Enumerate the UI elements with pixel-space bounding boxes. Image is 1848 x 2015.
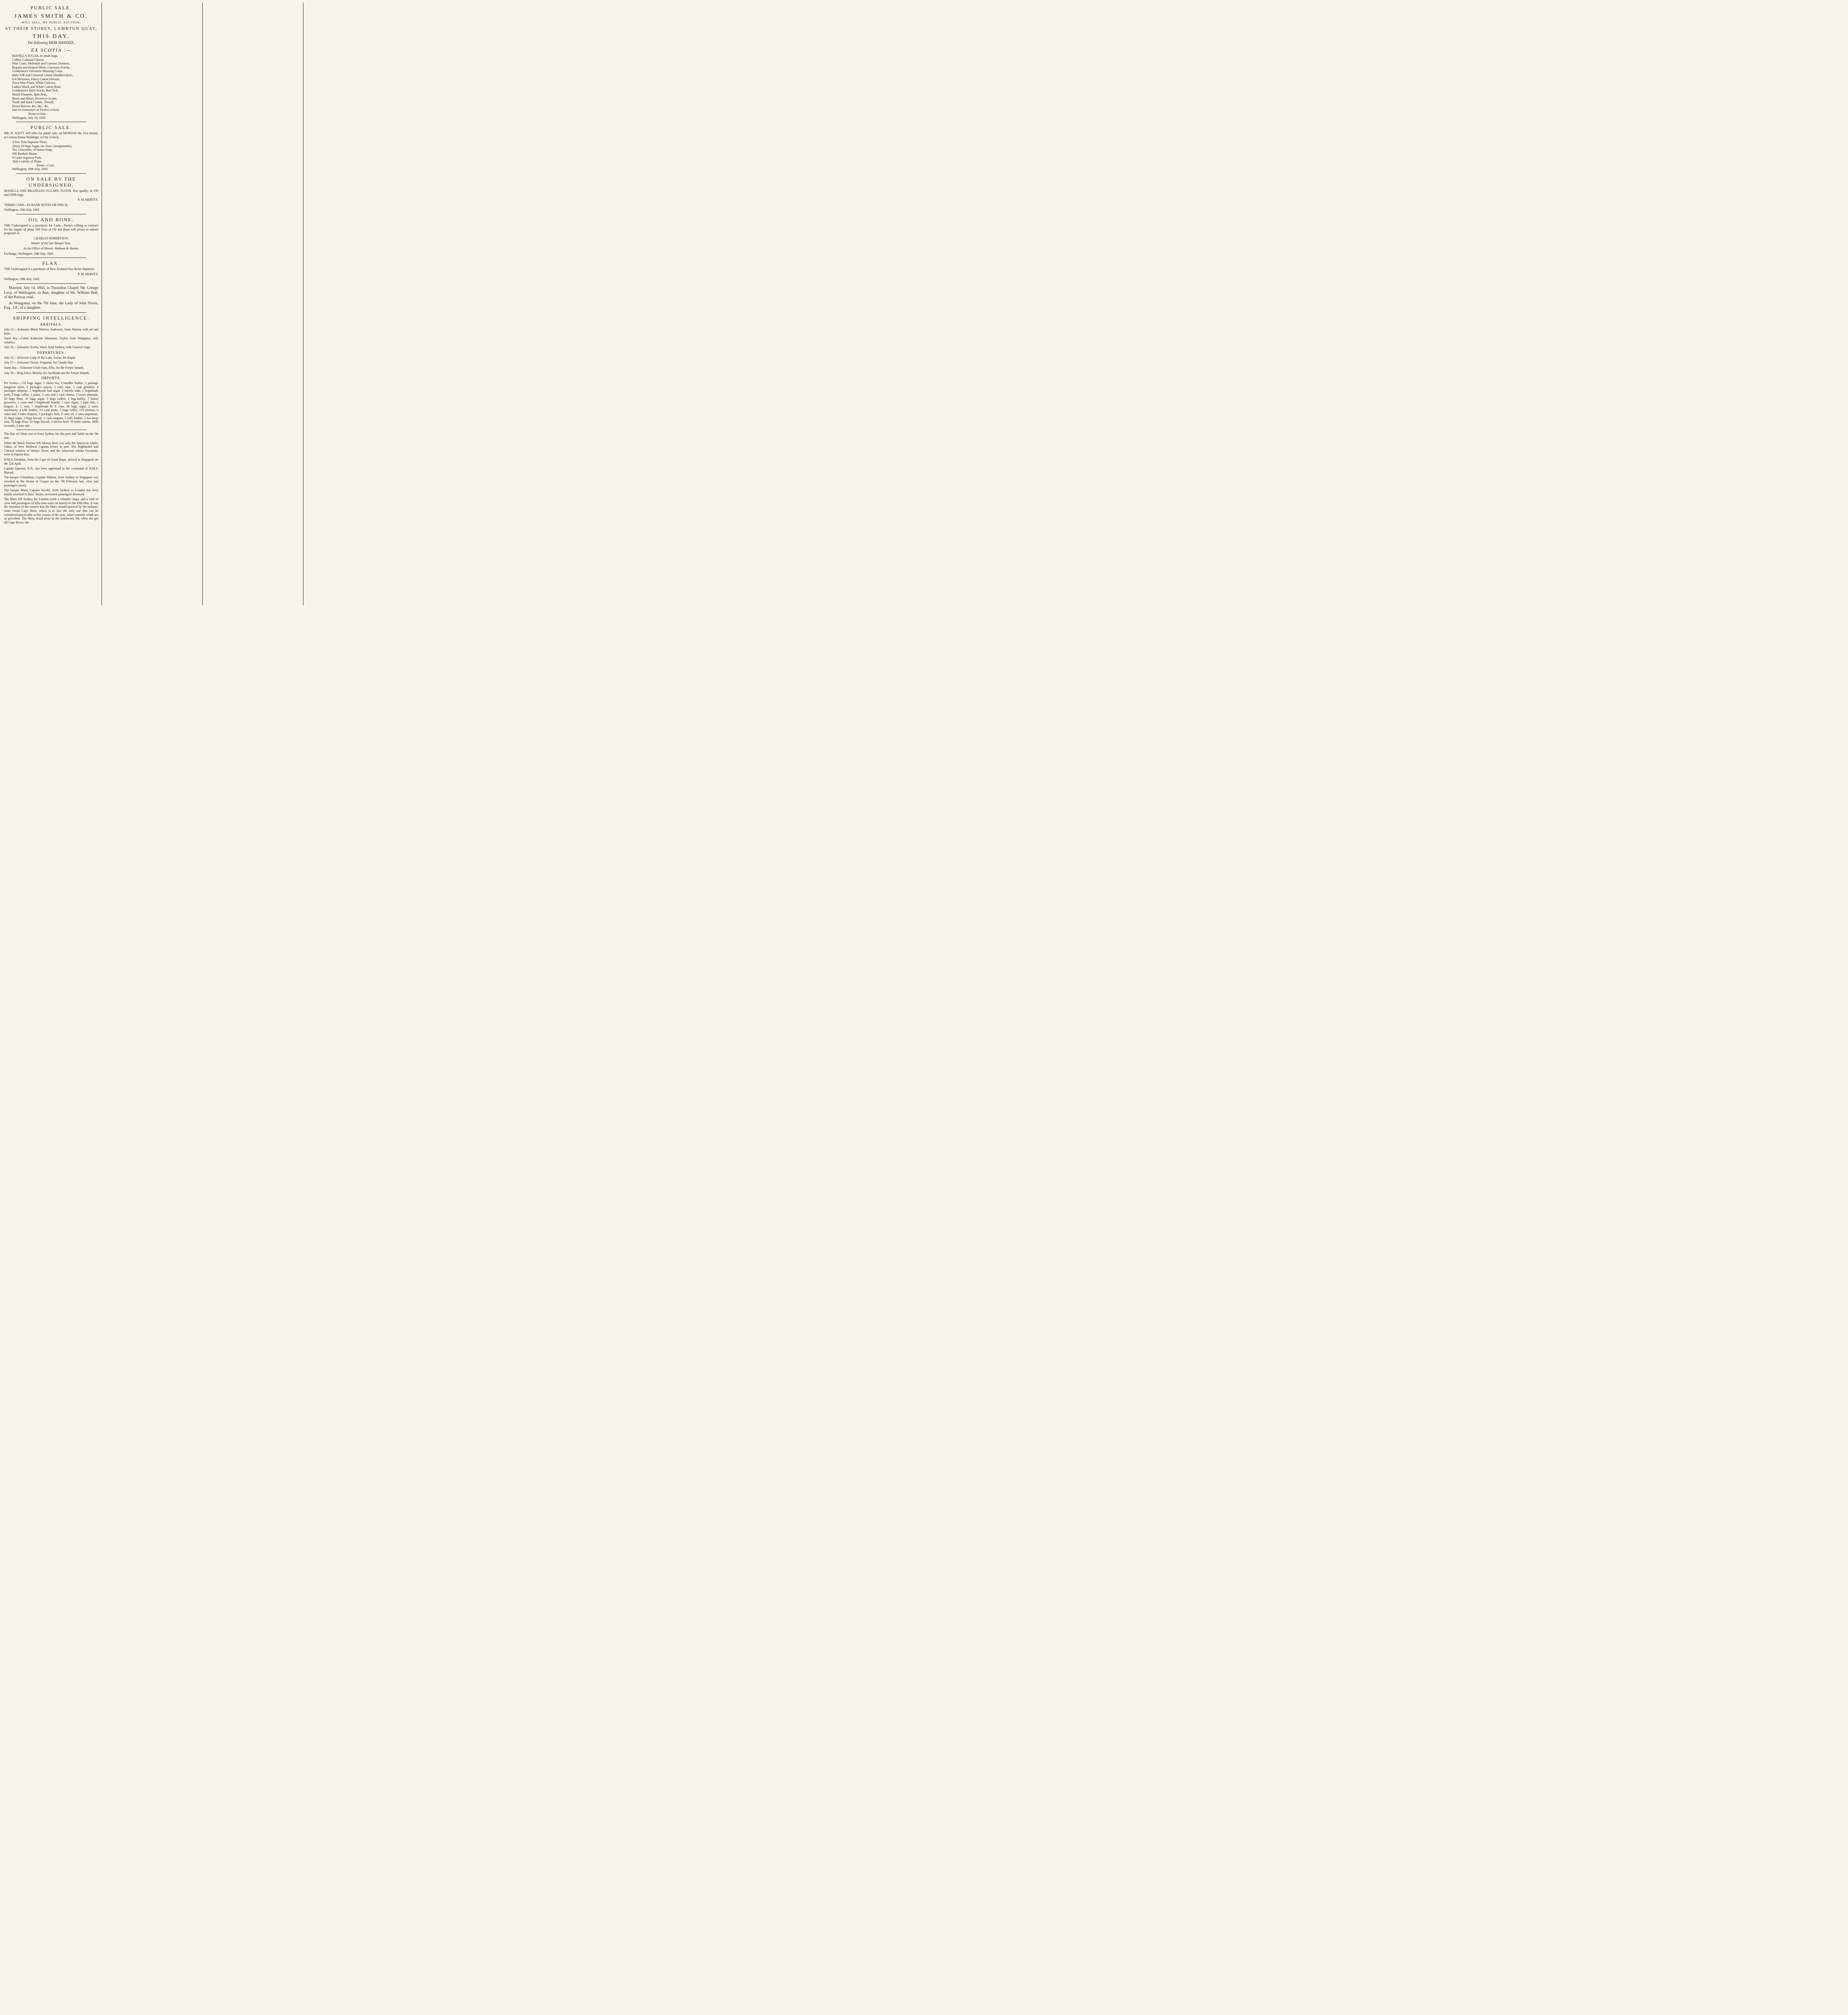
list-item: Regatta and Striped Shirts, Guernsey Frocks, (12, 65, 71, 69)
divider (16, 312, 86, 313)
advert-signature: P. M. HERVEY. (78, 198, 98, 202)
list-item: Welch Flannels, Split Peas, (12, 92, 48, 96)
list-item: About 20 bags Sugar, (to close consignments), (12, 144, 72, 148)
column-rule (202, 2, 203, 605)
advert-body: THE Undersigned is a purchaser of New Zealand Flax fit for shipment. (4, 267, 95, 271)
shipping-note: The barque Mary, Captain Newby, from Sydney to London has been totally wrecked in Bass' Straits, seventeen passengers drowned. (4, 488, 98, 496)
advert-signature: CHARLES ROBERTSON, (33, 236, 69, 240)
advert-office: At the Office of Messrs. Bethune & Hunter. (23, 246, 79, 250)
birth-notice: At Wanganui, on the 7th June, the Lady of John Nixon, Esq., J.P., of a daughter. (4, 301, 98, 310)
list-item: A few Tons Superior Flour, (12, 140, 48, 144)
divider (16, 283, 86, 284)
column-1 (2, 2, 100, 605)
advert-terms: Terms at Sale. (28, 112, 47, 116)
advert-time: Sale to commence at Twelve o'clock. (12, 108, 60, 112)
advert-body: MANILLA AND BRAZILIAN SUGARS; FLOUR, first quality, in 100 and 200lb bags. (4, 189, 98, 197)
advert-date: Wellington, 19th July, 1845. (4, 277, 40, 281)
shipping-note: The Mary left Sydney for London (with a valuable cargo, and a total of crew and passengers of fifty-nine souls on board) on the 19th May. It was the intention of the owners that the Mary should proceed by the ordinary route round Cape Horn, which is in fact the only one that can be considered practicable at this season of the year, when westerly winds are so prevalent. The Mary stood away to the southward, but when she got off Cape Howe, the (4, 497, 98, 524)
advert-signature: P. M. HERVEY. (78, 272, 98, 276)
shipping-intelligence (4, 315, 98, 525)
advert-body: MR. R. WAITT will offer for public sale, on MONDAY the 21st instant, at Custom-house Buildings, at One o'clock, (4, 131, 98, 139)
list-item: Pilot Coats, Moleskin and Canvass Trousers, (12, 62, 70, 66)
list-item: Gentlemen's Satin Scarfs, Bed Tick, (12, 89, 59, 93)
arrivals-heading: ARRIVALS. (40, 322, 62, 326)
list-item: Ladies' Black and White Cotton Hose, (12, 85, 62, 89)
marriage-notice: Married, July 14, 1845, in Thorndon Chapel, Mr. George Levy, of Wellington, to Ann, daughter of Mr. William Bell, of the Porirua road. (4, 285, 98, 300)
list-item: Same day.—Cutter Katherine Johnstone, Taylor, from Wanganui, with sundries. (4, 337, 98, 344)
list-item: July 16.—Schooner Scotia, Ward, from Sydney, with General cargo. (4, 345, 91, 349)
public-sale-advert (4, 5, 98, 120)
list-item: Same day.—Schooner Uncle Sam, Ellis, for the Feejee Islands. (4, 366, 84, 370)
advert-day: THIS DAY, (32, 33, 70, 39)
advert-items (4, 54, 98, 108)
shipping-note: The Star of China was to leave Sydney for this port and Tahiti on the 5th inst. (4, 432, 98, 440)
advert-role: Master of the late Barque Tyne, (31, 241, 71, 245)
shipping-note: Captain Egerton, R.N., has been appointed to the command of H.M.S. Hazard. (4, 467, 98, 474)
list-item: 8 Casks Superior Pork, (12, 156, 42, 160)
list-item: Navy-blue Prints, White Calicoes, (12, 81, 56, 85)
advert-title: PUBLIC SALE. (30, 5, 72, 10)
list-item: Boots and Shoes, Preserves in jars, (12, 96, 57, 100)
departures-heading: DEPARTURES. (37, 350, 65, 355)
advert-title: FLAX. (42, 260, 60, 266)
list-item: India Silk and Coloured Cotton Handkerchiefs, (12, 73, 73, 77)
advert-date: Exchange, Wellington, 19th July, 1845. (4, 251, 54, 256)
waitt-sale-advert (4, 125, 98, 171)
list-item: Dover Knives, &c., &c., &c. (12, 104, 49, 108)
list-item: July 15.—Schooner Black Warrior, Anderson, from Akaroa, with oil and bone. (4, 327, 98, 335)
advert-sub: WILL SELL, BY PUBLIC AUCTION, (21, 21, 81, 24)
advert-place: AT THEIR STORES, LAMBTON QUAY, (5, 27, 98, 31)
list-item: Coffee, Colonial Cheese, (12, 58, 45, 62)
list-item: July 12.—Schooner Lady of the Lake, Axton, for Kapiti. (4, 355, 76, 359)
advert-firm: JAMES SMITH & CO. (14, 13, 88, 19)
flax-advert (4, 260, 98, 281)
advert-title: ON SALE BY THE UNDERSIGNED, (26, 176, 76, 188)
list-item: Gentlemen's Velveteen Shooting Coats, (12, 69, 63, 73)
advert-terms: Terms—Cash. (36, 163, 55, 167)
list-item: And a variety of Slops. (12, 160, 42, 164)
advert-lead: The following MERCHANDIZE, (27, 41, 75, 45)
list-item: 200 Bushels Maize, (12, 152, 38, 156)
list-item: Tooth and Rack Combs, Thread, (12, 100, 54, 104)
newspaper-page (0, 0, 403, 608)
advert-ship: EX SCOTIA :— (31, 47, 71, 53)
section-title: SHIPPING INTELLIGENCE. (13, 315, 89, 321)
advert-body: THE Undersigned is a purchaser for Cash.—Parties willing to contract for the supply of about 200 Tons of Oil and Bone will please to submit proposals to (4, 224, 98, 235)
list-item: Tea, Chocolate, 10 boxes Soap, (12, 148, 53, 152)
advert-date: Wellington, 19th July, 1845. (4, 208, 40, 212)
imports-heading: IMPORTS. (41, 376, 61, 380)
shipping-note: When the Black Warrior left Akaroa there was only the American whaler China, of New Bedford, Captain Porter in port. The Highlander and Cheviot whalers of Hobart Town, and the American whaler Favourite, were in Pigeon Bay. (4, 441, 98, 457)
imports-list: Per Scotia:—112 bags sugar, 5 chests tea, 3 bundles leather, 1 package kangaroo skins, 8 packages sauces, 3 coils rope, 1 cask grindery, 4 packages saltpetre, 2 hogsheads loaf sugar, 2 barrels soda, 5 hogsheads pork, 5 bags coffee, 1 piano, 1 case and 1 cask cheese, 2 boxes almonds, 20 bags flour, 10 bags sugar, 3 bags coffee, 1 bag barley, 7 boxes groceries, 2 cases and 3 hogsheads brandy, 1 case cigars, 1 pipe rum, 1 leaguer, E. I. rum, 7 hogsheads B. P. rum, 40 bags sugar, 2 cases machinery, 4 rolls leather, 1½ cask pears, 5 bags coffee, 119 cheeses, 6 cases and 2 bales drapery, 5 packages fruit, 6 cans oil, 2 cans turpentine, 15 bags sugar, 3 bags biscuit, 1 cask tongues, 5 rolls leather, 1 ton hoop iron, 55 bags flour, 25 bags biscuit, 3 tierces beef, 10 bolts canvas, 1800 treenails, 2 tons salt. (4, 381, 98, 428)
advert-date: Wellington, July 19, 1845. (12, 116, 46, 120)
advert-terms: TERMS CASH—IN BANK NOTES OR SPECIE. (4, 203, 69, 207)
advert-title: PUBLIC SALE. (30, 125, 72, 131)
advert-date: Wellington, 19th July, 1845. (12, 167, 49, 171)
advert-title: OIL AND BONE. (28, 217, 74, 222)
list-item: July 17.—Schooner Ocean, Ferguson, for Cloudy Bay. (4, 361, 74, 365)
shipping-note: H.M.S. Dædalus, from the Cape of Good Hope, arrived at Singapore on the 22d April. (4, 457, 98, 465)
list-item: MANILLA SUGAR, in small bags, (12, 54, 58, 58)
shipping-note: The barque Columbian, Captain Wakem, from Sydney to Singapore was wrecked in the Straits of Gaspar on the 7th February last, crew and passengers saved. (4, 476, 98, 487)
list-item: 6-4 Merinoes, Fancy Cotton Dresses, (12, 77, 60, 81)
sugar-advert (4, 176, 98, 212)
list-item: July 18.—Brig Falco, Mosely, for Auckland and the Feejee Islands. (4, 371, 90, 375)
divider (16, 173, 86, 174)
oil-bone-advert (4, 217, 98, 256)
